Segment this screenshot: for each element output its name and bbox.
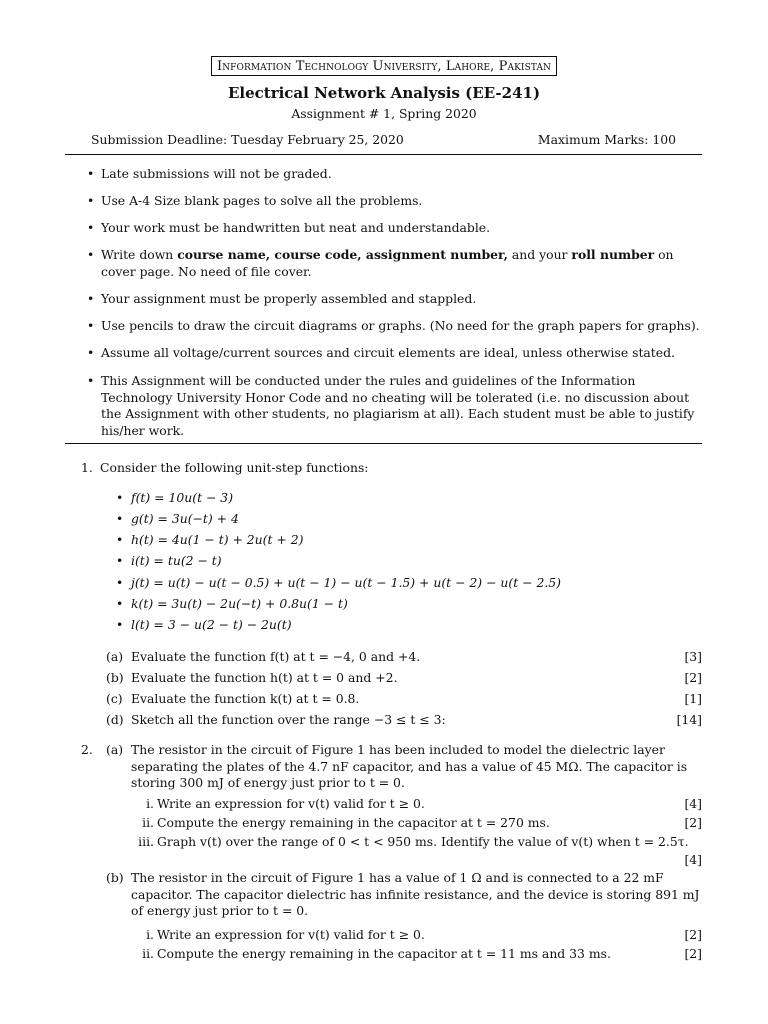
university-box [0,56,768,76]
part-marks: [3] [684,649,702,664]
part-label: (d) [106,712,124,727]
bullet-icon: • [116,532,124,547]
header-divider [65,154,702,155]
subpart-text: Write an expression for v(t) valid for t ≥ 0. [157,796,425,811]
bullet-icon: • [87,345,95,360]
bullet-icon: • [116,490,124,505]
subpart-text: Compute the energy remaining in the capacitor at t = 270 ms. [157,815,550,830]
instructions-divider [65,443,702,444]
part-text: Evaluate the function k(t) at t = 0.8. [131,691,360,706]
question-number: 2. [81,742,93,757]
subpart-marks: [4] [684,852,702,867]
subpart-label: i. [146,927,154,942]
course-title: Electrical Network Analysis (EE-241) [227,84,541,102]
part-label: (b) [106,670,124,685]
subpart-marks: [2] [684,946,702,961]
assignment-number: Assignment # 1, Spring 2020 [291,106,477,121]
part-label: (a) [106,742,124,757]
function-item: • h(t) = 4u(1 − t) + 2u(t + 2) [116,532,304,547]
bullet-icon: • [87,291,95,306]
subpart-label: iii. [138,834,154,849]
question-number: 1. [81,460,93,475]
function-item: • l(t) = 3 − u(2 − t) − 2u(t) [116,617,292,632]
part-marks: [14] [676,712,702,727]
subpart-marks: [4] [684,796,702,811]
bullet-icon: • [116,553,124,568]
instruction-item: • Use pencils to draw the circuit diagrams or graphs. (No need for the graph papers for graphs). [87,318,700,333]
function-item: • j(t) = u(t) − u(t − 0.5) + u(t − 1) − u(t − 1.5) + u(t − 2) − u(t − 2.5) [116,575,561,590]
part-text: Evaluate the function f(t) at t = −4, 0 and +4. [131,649,421,664]
subpart-marks: [2] [684,927,702,942]
part-label: (c) [106,691,123,706]
subpart-label: ii. [142,815,154,830]
function-item: • k(t) = 3u(t) − 2u(−t) + 0.8u(1 − t) [116,596,348,611]
subpart-marks: [2] [684,815,702,830]
instruction-item: • Your work must be handwritten but neat and understandable. [87,220,491,235]
part-text: The resistor in the circuit of Figure 1 has been included to model the dielectric layer separating the plates of the 4.7 nF capacitor, and has a value of 45 MΩ. The capacitor is storing 300 mJ of energy just prior to t = 0. [131,742,688,791]
subpart-text: Graph v(t) over the range of 0 < t < 950 ms. Identify the value of v(t) when t = 2.5τ. [157,834,689,849]
university-name: Information Technology University, Lahore, Pakistan [211,56,557,76]
bullet-icon: • [87,373,95,388]
bullet-icon: • [116,617,124,632]
part-label: (a) [106,649,124,664]
function-item: • i(t) = tu(2 − t) [116,553,222,568]
part-marks: [1] [684,691,702,706]
bullet-icon: • [87,220,95,235]
subpart-text: Compute the energy remaining in the capacitor at t = 11 ms and 33 ms. [157,946,611,961]
submission-deadline: Submission Deadline: Tuesday February 25, 2020 [91,132,404,147]
part-text: Evaluate the function h(t) at t = 0 and +2. [131,670,398,685]
subpart-label: ii. [142,946,154,961]
question-intro: Consider the following unit-step functions: [100,460,369,475]
bullet-icon: • [116,596,124,611]
instruction-item: • Write down course name, course code, assignment number, and your roll number on cover page. No need of file cover. [87,247,674,279]
instruction-item: • Assume all voltage/current sources and circuit elements are ideal, unless otherwise stated. [87,345,675,360]
instruction-item: • Late submissions will not be graded. [87,166,332,181]
bullet-icon: • [87,247,95,262]
bullet-icon: • [116,511,124,526]
instruction-item: • This Assignment will be conducted under the rules and guidelines of the Information Technology University Honor Code and no cheating will be tolerated (i.e. no discussion about the Assignment with other students, no plagiarism at all). Each student must be able to justify his/her work. [87,373,695,438]
maximum-marks: Maximum Marks: 100 [537,132,676,147]
part-text: Sketch all the function over the range −3 ≤ t ≤ 3: [131,712,446,727]
bullet-icon: • [116,575,124,590]
part-label: (b) [106,870,124,885]
bullet-icon: • [87,166,95,181]
bullet-icon: • [87,318,95,333]
part-text: The resistor in the circuit of Figure 1 has a value of 1 Ω and is connected to a 22 mF capacitor. The capacitor dielectric has infinite resistance, and the device is storing 891 mJ of energy just prior to t = 0. [131,870,700,919]
bullet-icon: • [87,193,95,208]
instruction-item: • Use A-4 Size blank pages to solve all the problems. [87,193,423,208]
function-item: • f(t) = 10u(t − 3) [116,490,234,505]
subpart-label: i. [146,796,154,811]
instruction-item: • Your assignment must be properly assembled and stappled. [87,291,477,306]
function-item: • g(t) = 3u(−t) + 4 [116,511,239,526]
part-marks: [2] [684,670,702,685]
subpart-text: Write an expression for v(t) valid for t ≥ 0. [157,927,425,942]
